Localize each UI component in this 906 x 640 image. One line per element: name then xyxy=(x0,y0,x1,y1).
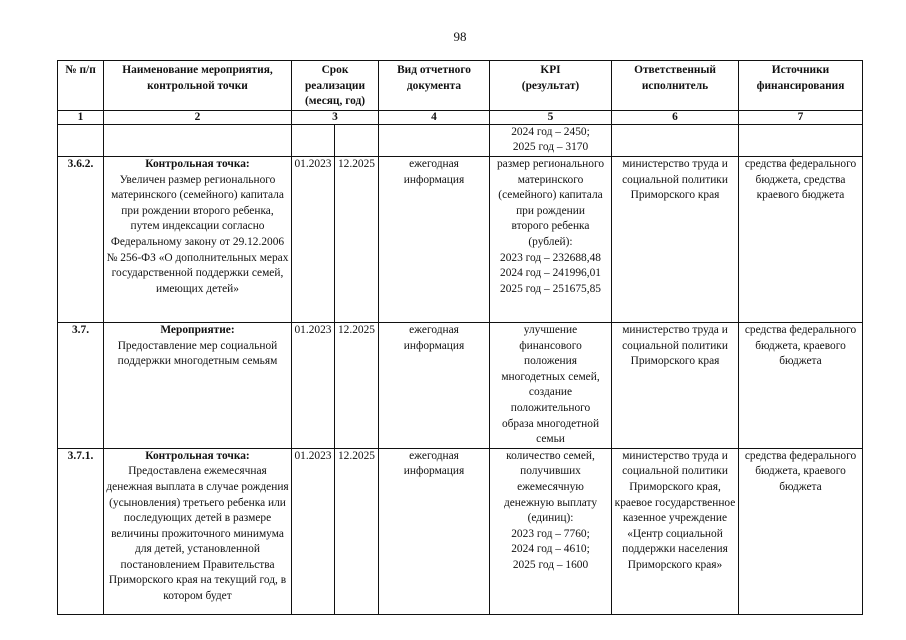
measure-title: Контрольная точка: xyxy=(145,449,250,462)
kpi-line: образа многодетной xyxy=(501,417,600,430)
kpi-line: 2025 год – 1600 xyxy=(512,558,589,571)
cell xyxy=(379,124,490,156)
kpi-line: положения xyxy=(524,355,577,368)
kpi-line: получивших xyxy=(520,465,581,478)
kpi-line: создание xyxy=(528,386,573,399)
kpi-line: второго ребенка xyxy=(511,220,590,233)
header-executor: Ответственный исполнитель xyxy=(612,61,739,111)
kpi-line: 2025 год – 3170 xyxy=(512,141,589,154)
kpi-cell xyxy=(490,322,612,448)
measure-cell xyxy=(104,448,292,614)
kpi-line: 2025 год – 251675,85 xyxy=(500,282,601,295)
kpi-cell xyxy=(490,124,612,156)
kpi-line: семьи xyxy=(536,433,565,446)
cell xyxy=(58,124,104,156)
kpi-line: финансового xyxy=(519,339,582,352)
start-date: 01.2023 xyxy=(292,448,335,614)
column-number: 7 xyxy=(739,110,863,124)
header-kpi-title: KPI xyxy=(540,64,561,76)
column-number: 6 xyxy=(612,110,739,124)
kpi-line: при рождении xyxy=(516,204,585,217)
row-number: 3.7.1. xyxy=(58,448,104,614)
column-number: 4 xyxy=(379,110,490,124)
kpi-line: материнского xyxy=(517,173,584,186)
continuation-row xyxy=(58,124,863,156)
kpi-line: (семейного) капитала xyxy=(498,189,603,202)
executor: министерство труда и социальной политики Приморского края, краевое государственное казенное учреждение «Центр социальной поддержки населения Приморского края» xyxy=(612,448,739,614)
measure-description: Увеличен размер регионального материнского (семейного) капитала при рождении второго ребенка, путем индексации согласно Федеральному закону от 29.12.2006 № 256-ФЗ «О дополнительных мерах государственной поддержки семей, имеющих детей» xyxy=(106,173,289,295)
kpi-line: положительного xyxy=(510,401,591,414)
end-date: 12.2025 xyxy=(335,448,379,614)
header-name: Наименование мероприятия, контрольной точки xyxy=(104,61,292,111)
header-kpi xyxy=(490,61,612,111)
table-row xyxy=(58,448,863,614)
kpi-line: (единиц): xyxy=(527,512,574,525)
end-date: 12.2025 xyxy=(335,322,379,448)
column-number: 3 xyxy=(292,110,379,124)
funding-source: средства федерального бюджета, краевого бюджета xyxy=(739,448,863,614)
funding-source: средства федерального бюджета, средства краевого бюджета xyxy=(739,156,863,322)
measure-description: Предоставлена ежемесячная денежная выплата в случае рождения (усыновления) третьего ребенка или последующих детей в размере величины прожиточного минимума для детей, установленной постановлением Правительства Приморского края на текущий год, в котором будет xyxy=(106,465,289,603)
header-number: № п/п xyxy=(58,61,104,111)
column-number: 5 xyxy=(490,110,612,124)
column-number: 2 xyxy=(104,110,292,124)
funding-source: средства федерального бюджета, краевого бюджета xyxy=(739,322,863,448)
executor: министерство труда и социальной политики Приморского края xyxy=(612,322,739,448)
kpi-line: количество семей, xyxy=(506,449,595,462)
kpi-line: денежную выплату xyxy=(503,496,598,509)
row-number: 3.6.2. xyxy=(58,156,104,322)
cell xyxy=(739,124,863,156)
kpi-line: 2024 год – 241996,01 xyxy=(500,267,601,280)
header-document: Вид отчетного документа xyxy=(379,61,490,111)
header-funding: Источники финансирования xyxy=(739,61,863,111)
start-date: 01.2023 xyxy=(292,156,335,322)
measures-table xyxy=(57,60,863,615)
kpi-line: (рублей): xyxy=(528,235,573,248)
end-date: 12.2025 xyxy=(335,156,379,322)
table-row xyxy=(58,156,863,322)
cell xyxy=(612,124,739,156)
document-type: ежегодная информация xyxy=(379,322,490,448)
kpi-cell xyxy=(490,156,612,322)
kpi-cell xyxy=(490,448,612,614)
measure-description: Предоставление мер социальной поддержки многодетным семьям xyxy=(117,339,278,368)
cell xyxy=(292,124,335,156)
kpi-line: ежемесячную xyxy=(517,480,584,493)
kpi-line: размер регионального xyxy=(496,157,605,170)
cell xyxy=(335,124,379,156)
measure-cell xyxy=(104,322,292,448)
row-number: 3.7. xyxy=(58,322,104,448)
kpi-line: улучшение xyxy=(523,323,578,336)
measure-title: Контрольная точка: xyxy=(145,157,250,170)
kpi-line: 2023 год – 7760; xyxy=(511,527,590,540)
header-period: Срок реализации (месяц, год) xyxy=(292,61,379,111)
measure-title: Мероприятие: xyxy=(160,323,235,336)
kpi-line: 2023 год – 232688,48 xyxy=(500,251,601,264)
start-date: 01.2023 xyxy=(292,322,335,448)
column-numbers-row xyxy=(58,110,863,124)
document-type: ежегодная информация xyxy=(379,156,490,322)
table-row xyxy=(58,322,863,448)
document-type: ежегодная информация xyxy=(379,448,490,614)
kpi-line: 2024 год – 4610; xyxy=(511,543,590,556)
page-number: 98 xyxy=(453,29,467,44)
table-header-row xyxy=(58,61,863,111)
measure-cell xyxy=(104,156,292,322)
cell xyxy=(104,124,292,156)
kpi-line: 2024 год – 2450; xyxy=(511,125,590,138)
executor: министерство труда и социальной политики Приморского края xyxy=(612,156,739,322)
column-number: 1 xyxy=(58,110,104,124)
header-kpi-subtitle: (результат) xyxy=(521,79,580,92)
kpi-line: многодетных семей, xyxy=(501,370,600,383)
